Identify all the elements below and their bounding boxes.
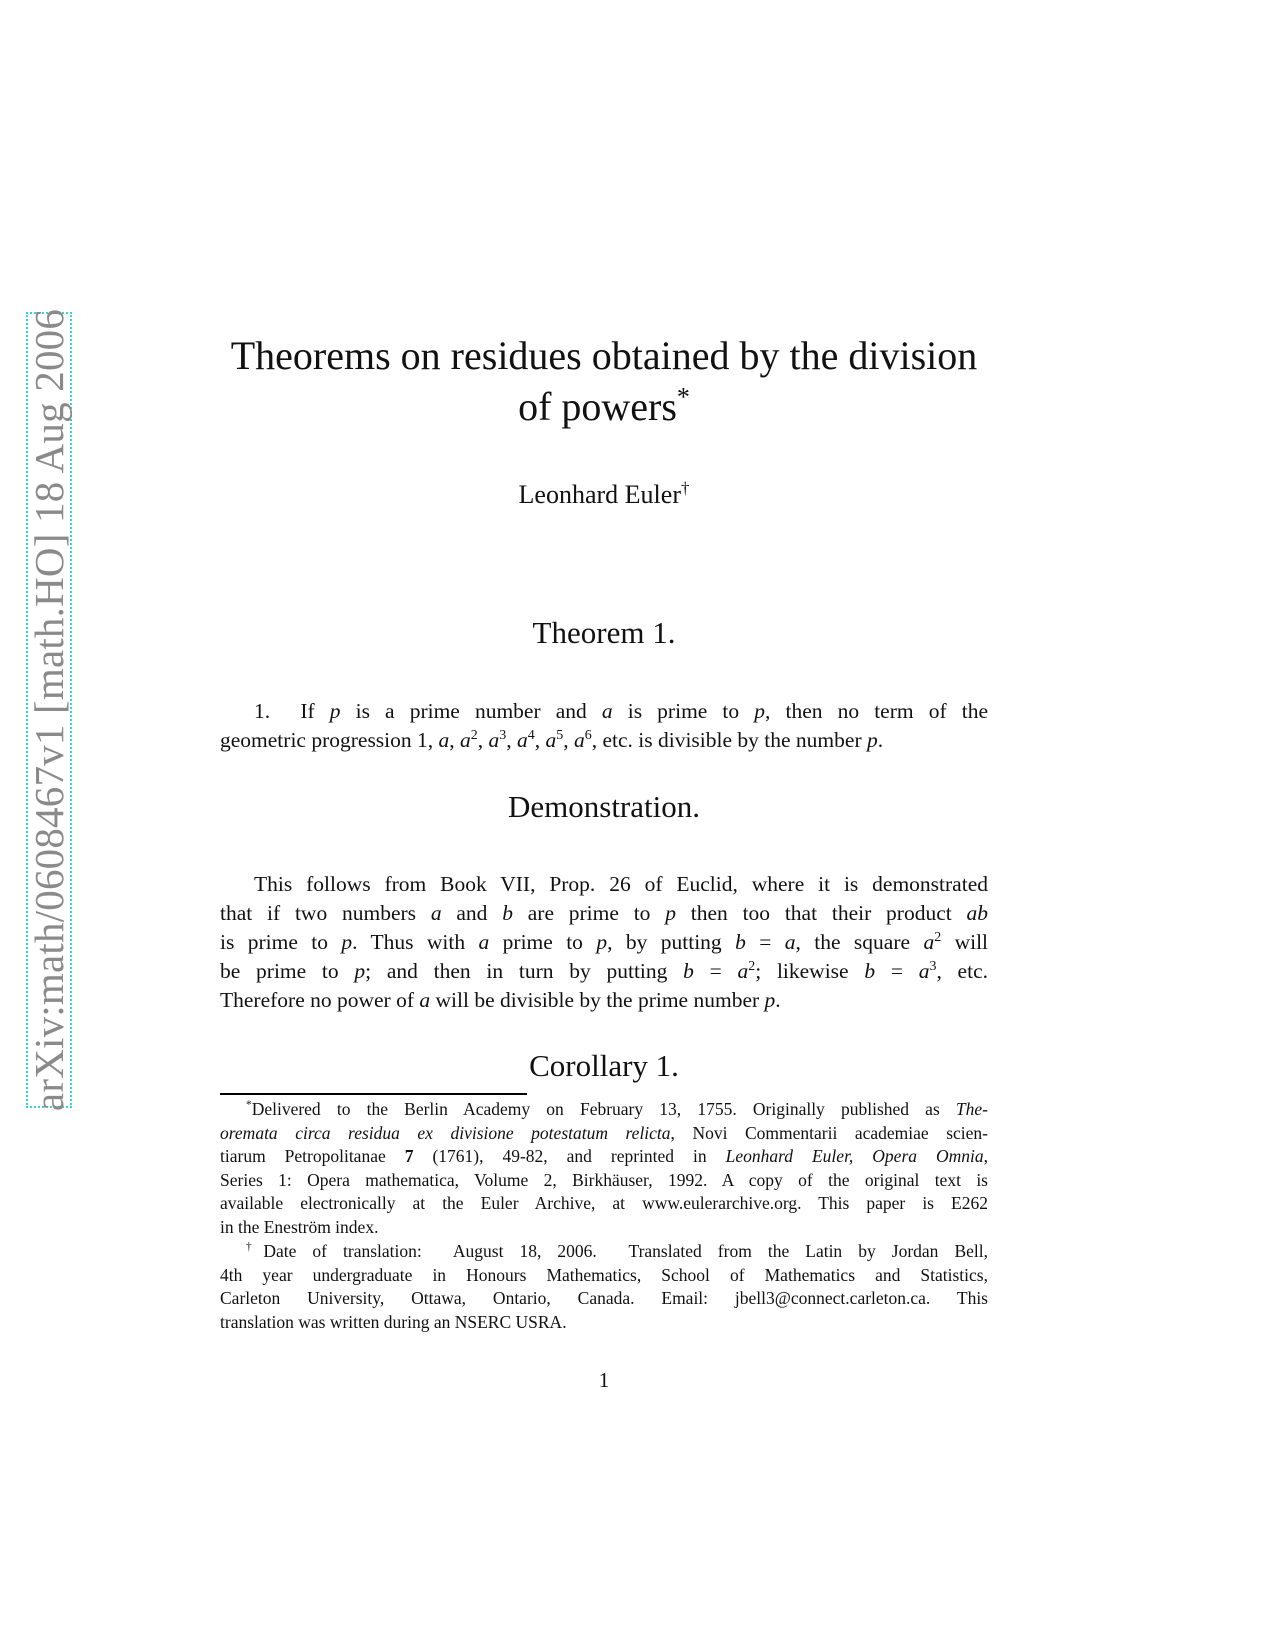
math-or-italic-text: a [545, 728, 557, 752]
title-footnote-mark: * [676, 382, 690, 412]
math-or-italic-text: a [419, 988, 431, 1012]
math-or-italic-text: a [430, 901, 442, 925]
math-or-italic-text: oremata circa residua ex divisione potestatum relicta [220, 1122, 671, 1143]
text-run: in the Eneström index. [220, 1216, 379, 1237]
math-or-italic-text: a [488, 728, 500, 752]
text-run: , the square [795, 930, 924, 954]
text-run: is a prime number and [340, 699, 602, 723]
text-run: 1. If [254, 699, 330, 723]
text-run: . [877, 728, 884, 752]
text-line [220, 1287, 988, 1311]
superscript: 5 [556, 727, 564, 743]
text-run: = [745, 930, 785, 954]
text-run: ; and then in turn by putting [365, 959, 684, 983]
text-line [220, 986, 988, 1015]
text-line [220, 1240, 988, 1264]
arxiv-identifier: arXiv:math/0608467v1 [math.HO] 18 Aug 2006 [26, 308, 72, 1112]
math-or-italic-text: a [438, 728, 450, 752]
text-run: translation was written during an NSERC USRA. [220, 1311, 567, 1332]
text-line [220, 1311, 988, 1335]
text-run: will [941, 930, 989, 954]
text-run: Therefore no power of [220, 988, 420, 1012]
theorem-statement [220, 697, 988, 755]
math-or-italic-text: a [601, 699, 613, 723]
superscript: 2 [748, 958, 756, 974]
paper-title [220, 330, 988, 432]
superscript: † [246, 1241, 264, 1254]
math-or-italic-text: a [517, 728, 528, 752]
text-line [220, 1192, 988, 1216]
theorem-heading: Theorem 1. [532, 615, 676, 650]
page-number: 1 [598, 1368, 610, 1392]
math-or-italic-text: b [735, 930, 746, 954]
text-run: Carleton University, Ottawa, Ontario, Canada. Email: jbell3@connect.carleton.ca. This [220, 1288, 988, 1309]
text-run: that if two numbers [220, 901, 431, 925]
arxiv-stamp [26, 308, 72, 1112]
text-run: will be divisible by the prime number [430, 988, 765, 1012]
corollary-heading: Corollary 1. [529, 1048, 679, 1083]
math-or-italic-text: a [737, 959, 749, 983]
superscript: 3 [929, 958, 937, 974]
text-line [220, 1098, 988, 1122]
text-line [220, 1264, 988, 1288]
footnote-1 [220, 1098, 988, 1240]
text-run: , etc. [936, 959, 988, 983]
superscript: * [246, 1099, 252, 1112]
footnote-2 [220, 1240, 988, 1334]
math-or-italic-text: a [573, 728, 585, 752]
title-line-1: Theorems on residues obtained by the division [230, 333, 978, 378]
text-run: geometric progression 1, [220, 728, 439, 752]
text-run: , by putting [607, 930, 736, 954]
text-run: (1761), 49-82, and reprinted in [413, 1146, 726, 1167]
demonstration-heading: Demonstration. [508, 789, 700, 824]
demonstration-paragraph [220, 870, 988, 1015]
math-or-italic-text: a [918, 959, 930, 983]
math-or-italic-text: a [460, 728, 471, 752]
superscript: 2 [470, 727, 478, 743]
text-run: ; likewise [755, 959, 865, 983]
text-run: then too that their product [675, 901, 967, 925]
text-run: is prime to [220, 930, 342, 954]
math-or-italic-text: p [866, 728, 878, 752]
text-run: Delivered to the Berlin Academy on February 13, 1755. Originally published as [251, 1099, 956, 1119]
text-run: available electronically at the Euler Archive, at www.eulerarchive.org. This paper is E262 [220, 1193, 988, 1214]
text-line [220, 870, 988, 899]
math-or-italic-text: p [596, 930, 608, 954]
author [220, 480, 988, 510]
text-line [220, 1122, 988, 1146]
superscript: 3 [499, 727, 507, 743]
text-run: This follows from Book VII, Prop. 26 of Euclid, where it is demonstrated [254, 872, 988, 896]
text-line [220, 1169, 988, 1193]
math-or-italic-text: p [665, 901, 676, 925]
math-or-italic-text: p [354, 959, 366, 983]
superscript: 6 [584, 727, 592, 743]
text-run: = [693, 959, 738, 983]
text-line [220, 1216, 988, 1240]
math-or-italic-text: b [864, 959, 876, 983]
text-run: . Thus with [352, 930, 479, 954]
superscript: 4 [527, 727, 535, 743]
title-text: of powers [518, 384, 677, 429]
math-or-italic-text: b [683, 959, 694, 983]
author-name: Leonhard Euler [518, 480, 681, 509]
text-run: , [449, 728, 461, 752]
text-run: , [477, 728, 489, 752]
math-or-italic-text: The- [955, 1099, 988, 1119]
superscript: 2 [934, 929, 942, 945]
math-or-italic-text: a [923, 930, 935, 954]
text-run: . [775, 988, 781, 1012]
text-run: Date of translation: August 18, 2006. Translated from the Latin by Jordan Bell, [263, 1241, 988, 1261]
text-run: , [983, 1146, 988, 1167]
text-run: , Novi Commentarii academiae scien- [670, 1122, 988, 1143]
math-or-italic-text: p [341, 930, 353, 954]
text-run: and [441, 901, 503, 925]
math-or-italic-text: ab [966, 901, 989, 925]
text-run: Series 1: Opera mathematica, Volume 2, Birkhäuser, 1992. A copy of the original text is [220, 1169, 988, 1190]
math-or-italic-text: Leonhard Euler, Opera Omnia [725, 1146, 984, 1167]
math-or-italic-text: a [478, 930, 490, 954]
text-run: 4th year undergraduate in Honours Mathematics, School of Mathematics and Statistics, [220, 1264, 988, 1285]
math-or-italic-text: p [329, 699, 341, 723]
text-run: , [534, 728, 546, 752]
title-line-2 [220, 381, 988, 432]
text-run: , then no term of the [765, 699, 988, 723]
text-run: are prime to [512, 901, 666, 925]
math-or-italic-text: b [502, 901, 513, 925]
text-line [220, 957, 988, 986]
math-or-italic-text: a [784, 930, 796, 954]
text-line [220, 697, 988, 726]
text-run: , [506, 728, 517, 752]
footnote-rule [220, 1093, 527, 1095]
text-line [220, 928, 988, 957]
math-or-italic-text: p [754, 699, 766, 723]
text-run: be prime to [220, 959, 355, 983]
text-run: tiarum Petropolitanae [220, 1146, 405, 1167]
text-line [220, 899, 988, 928]
author-footnote-mark: † [680, 478, 690, 498]
text-run: is prime to [612, 699, 755, 723]
math-or-italic-text: p [764, 988, 776, 1012]
text-run: = [875, 959, 919, 983]
text-run: 7 [404, 1146, 414, 1167]
text-run: , [563, 728, 574, 752]
text-line [220, 1145, 988, 1169]
text-run: , etc. is divisible by the number [591, 728, 867, 752]
text-line [220, 726, 988, 755]
text-run: prime to [489, 930, 597, 954]
